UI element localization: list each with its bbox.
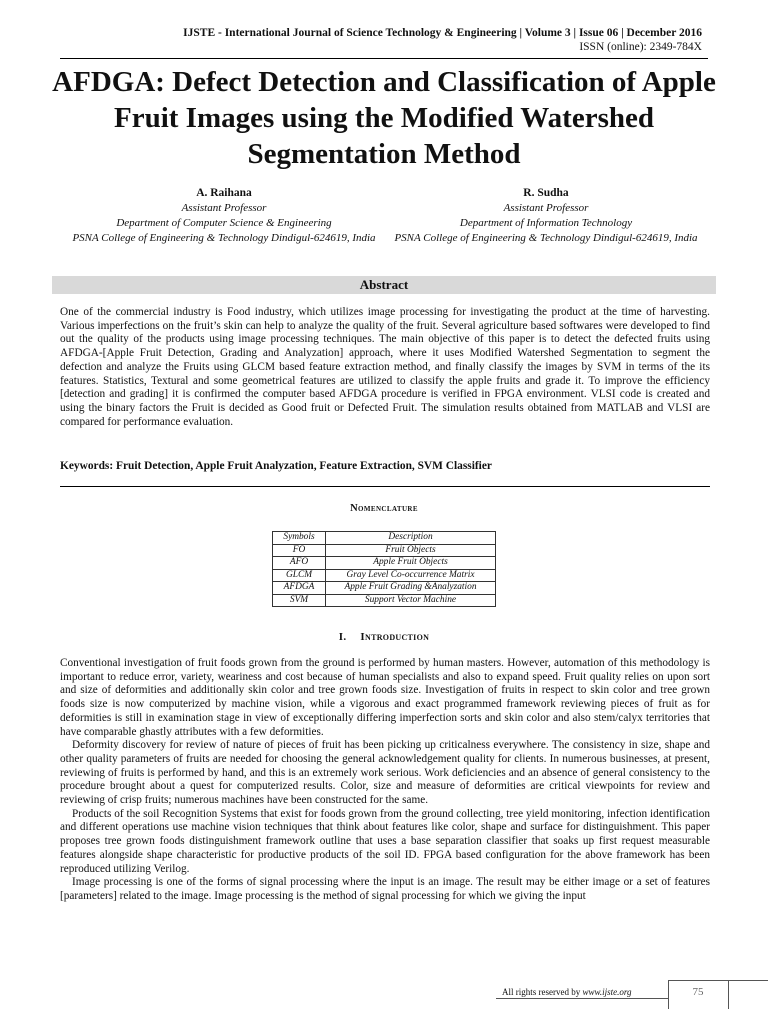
table-row [273, 544, 496, 557]
section-number: I. [338, 631, 347, 643]
paragraph: Conventional investigation of fruit foods grown from the ground is performed by human masters. However, automation of this methodology is important to reduce error, variety, weariness and cost because of human specialists and also to expand speed. Fruit quality relies on upon sort and size of deformities and additionally skin color and tree grown foods size. Investigation of fruits in respect to skin color and tree grown foods size is now computerized by machine vision, while a vigorous and exact programmed framework reviewing pieces of fruit as for deformities is still in examination stage in view of exceptionally differing imperfection sorts and skin color and also stem/calyx territories that have comparable ghastly attributes with a few deformities. [60, 657, 710, 738]
table-row [273, 582, 496, 595]
issn: ISSN (online): 2349-784X [579, 41, 702, 53]
table-cell: Symbols [273, 532, 326, 545]
nomenclature-heading: Nomenclature [350, 503, 418, 514]
table-row [273, 569, 496, 582]
section-heading-introduction [0, 630, 768, 644]
journal-name: IJSTE - International Journal of Science Technology & Engineering | Volume 3 | Issue 06 | December 2016 [183, 27, 702, 39]
author-institution: PSNA College of Engineering & Technology Dindigul-624619, India [394, 232, 698, 244]
table-cell: GLCM [273, 569, 326, 582]
author-name: A. Raihana [196, 187, 252, 199]
section-title: Introduction [360, 631, 430, 643]
table-cell: Support Vector Machine [326, 594, 496, 607]
journal-header [183, 26, 702, 54]
table-row [273, 594, 496, 607]
author-name: R. Sudha [523, 187, 569, 199]
author-role: Assistant Professor [181, 202, 267, 214]
rights-text: All rights reserved by [502, 987, 581, 997]
footer-divider [496, 998, 668, 999]
table-cell: Fruit Objects [326, 544, 496, 557]
table-cell: AFO [273, 557, 326, 570]
author-block-2 [382, 186, 710, 246]
abstract-heading: Abstract [52, 276, 716, 294]
keywords-divider [60, 486, 710, 487]
page-number: 75 [692, 986, 704, 998]
paragraph: Image processing is one of the forms of signal processing where the input is an image. The result may be either image or a set of features [parameters] related to the image. Image processing is the method of signal processing for which we giving the input [60, 876, 710, 902]
table-cell: FO [273, 544, 326, 557]
table-row [273, 557, 496, 570]
nomenclature-table [272, 531, 496, 607]
site-link[interactable]: www.ijste.org [582, 987, 632, 997]
footer-corner-box [728, 980, 768, 1009]
author-role: Assistant Professor [503, 202, 589, 214]
author-department: Department of Information Technology [459, 217, 633, 229]
paragraph: Products of the soil Recognition Systems that exist for foods grown from the ground collecting, tree yield monitoring, infection identification and different operations use machine vision techniques that think about features like color, shape and surface for distinguishment. This paper proposes tree grown foods distinguishment framework outline that uses a base separation classifier that soaks up first request measurable features alongside shape characteristic for productive products of the soil ID. FPGA based configuration for the above framework has been reproduced utilizing Verilog. [60, 807, 710, 875]
header-divider [60, 58, 708, 59]
table-cell: SVM [273, 594, 326, 607]
abstract-text: One of the commercial industry is Food industry, which utilizes image processing for investigating the product at the time of harvesting. Various imperfections on the fruit’s skin can help to analyze the quality of the fruit. Several agriculture based softwares were developed to find out the quality of the products using image processing techniques. The main objective of this paper is to detect the defected fruits using AFDGA-[Apple Fruit Detection, Grading and Analyzation] approach, where it uses Modified Watershed Segmentation to segment the defection and analyze the Fruits using GLCM based feature extraction method, and finally classify the images by SVM in terms of the its features. Statistics, Textural and some geometrical features are utilized to classify the apple fruits and grade it. To improve the efficiency [detection and grading] it is confirmed the computer based AFDGA procedure is verified in FPGA environment. VLSI code is created and using the binary factors the Fruit is decided as Good fruit or Defected Fruit. The simulation results obtained from MATLAB and VLSI are compared for performance evaluation. [60, 306, 710, 428]
table-cell: Apple Fruit Grading &Analyzation [326, 582, 496, 595]
introduction-body [60, 657, 710, 904]
table-cell: Description [326, 532, 496, 545]
paragraph: Deformity discovery for review of nature of pieces of fruit has been picking up criticalness everywhere. The consistency in size, shape and other quality parameters of fruits are needed for choosing the general acknowledgement quality for clients. In numerous businesses, at present, reviewing of fruits is performed by hand, and this is an extremely work serious. Work deficiencies and an absence of general consistency to the procedure brought about a quest for computerized results. Color, size and measure of deformities are critical viewpoints for review and reviewing of crisp fruits; numerous machines have been constructed for the same. [60, 739, 710, 807]
table-cell: Gray Level Co-occurrence Matrix [326, 569, 496, 582]
paper-title: AFDGA: Defect Detection and Classification of Apple Fruit Images using the Modified Watershed Segmentation Method [52, 66, 716, 170]
footer-rights [502, 986, 632, 998]
table-cell: Apple Fruit Objects [326, 557, 496, 570]
author-block-1 [60, 186, 388, 246]
table-cell: AFDGA [273, 582, 326, 595]
author-department: Department of Computer Science & Engineering [116, 217, 332, 229]
author-institution: PSNA College of Engineering & Technology Dindigul-624619, India [72, 232, 376, 244]
keywords: Keywords: Fruit Detection, Apple Fruit Analyzation, Feature Extraction, SVM Classifier [60, 460, 492, 472]
table-row [273, 532, 496, 545]
